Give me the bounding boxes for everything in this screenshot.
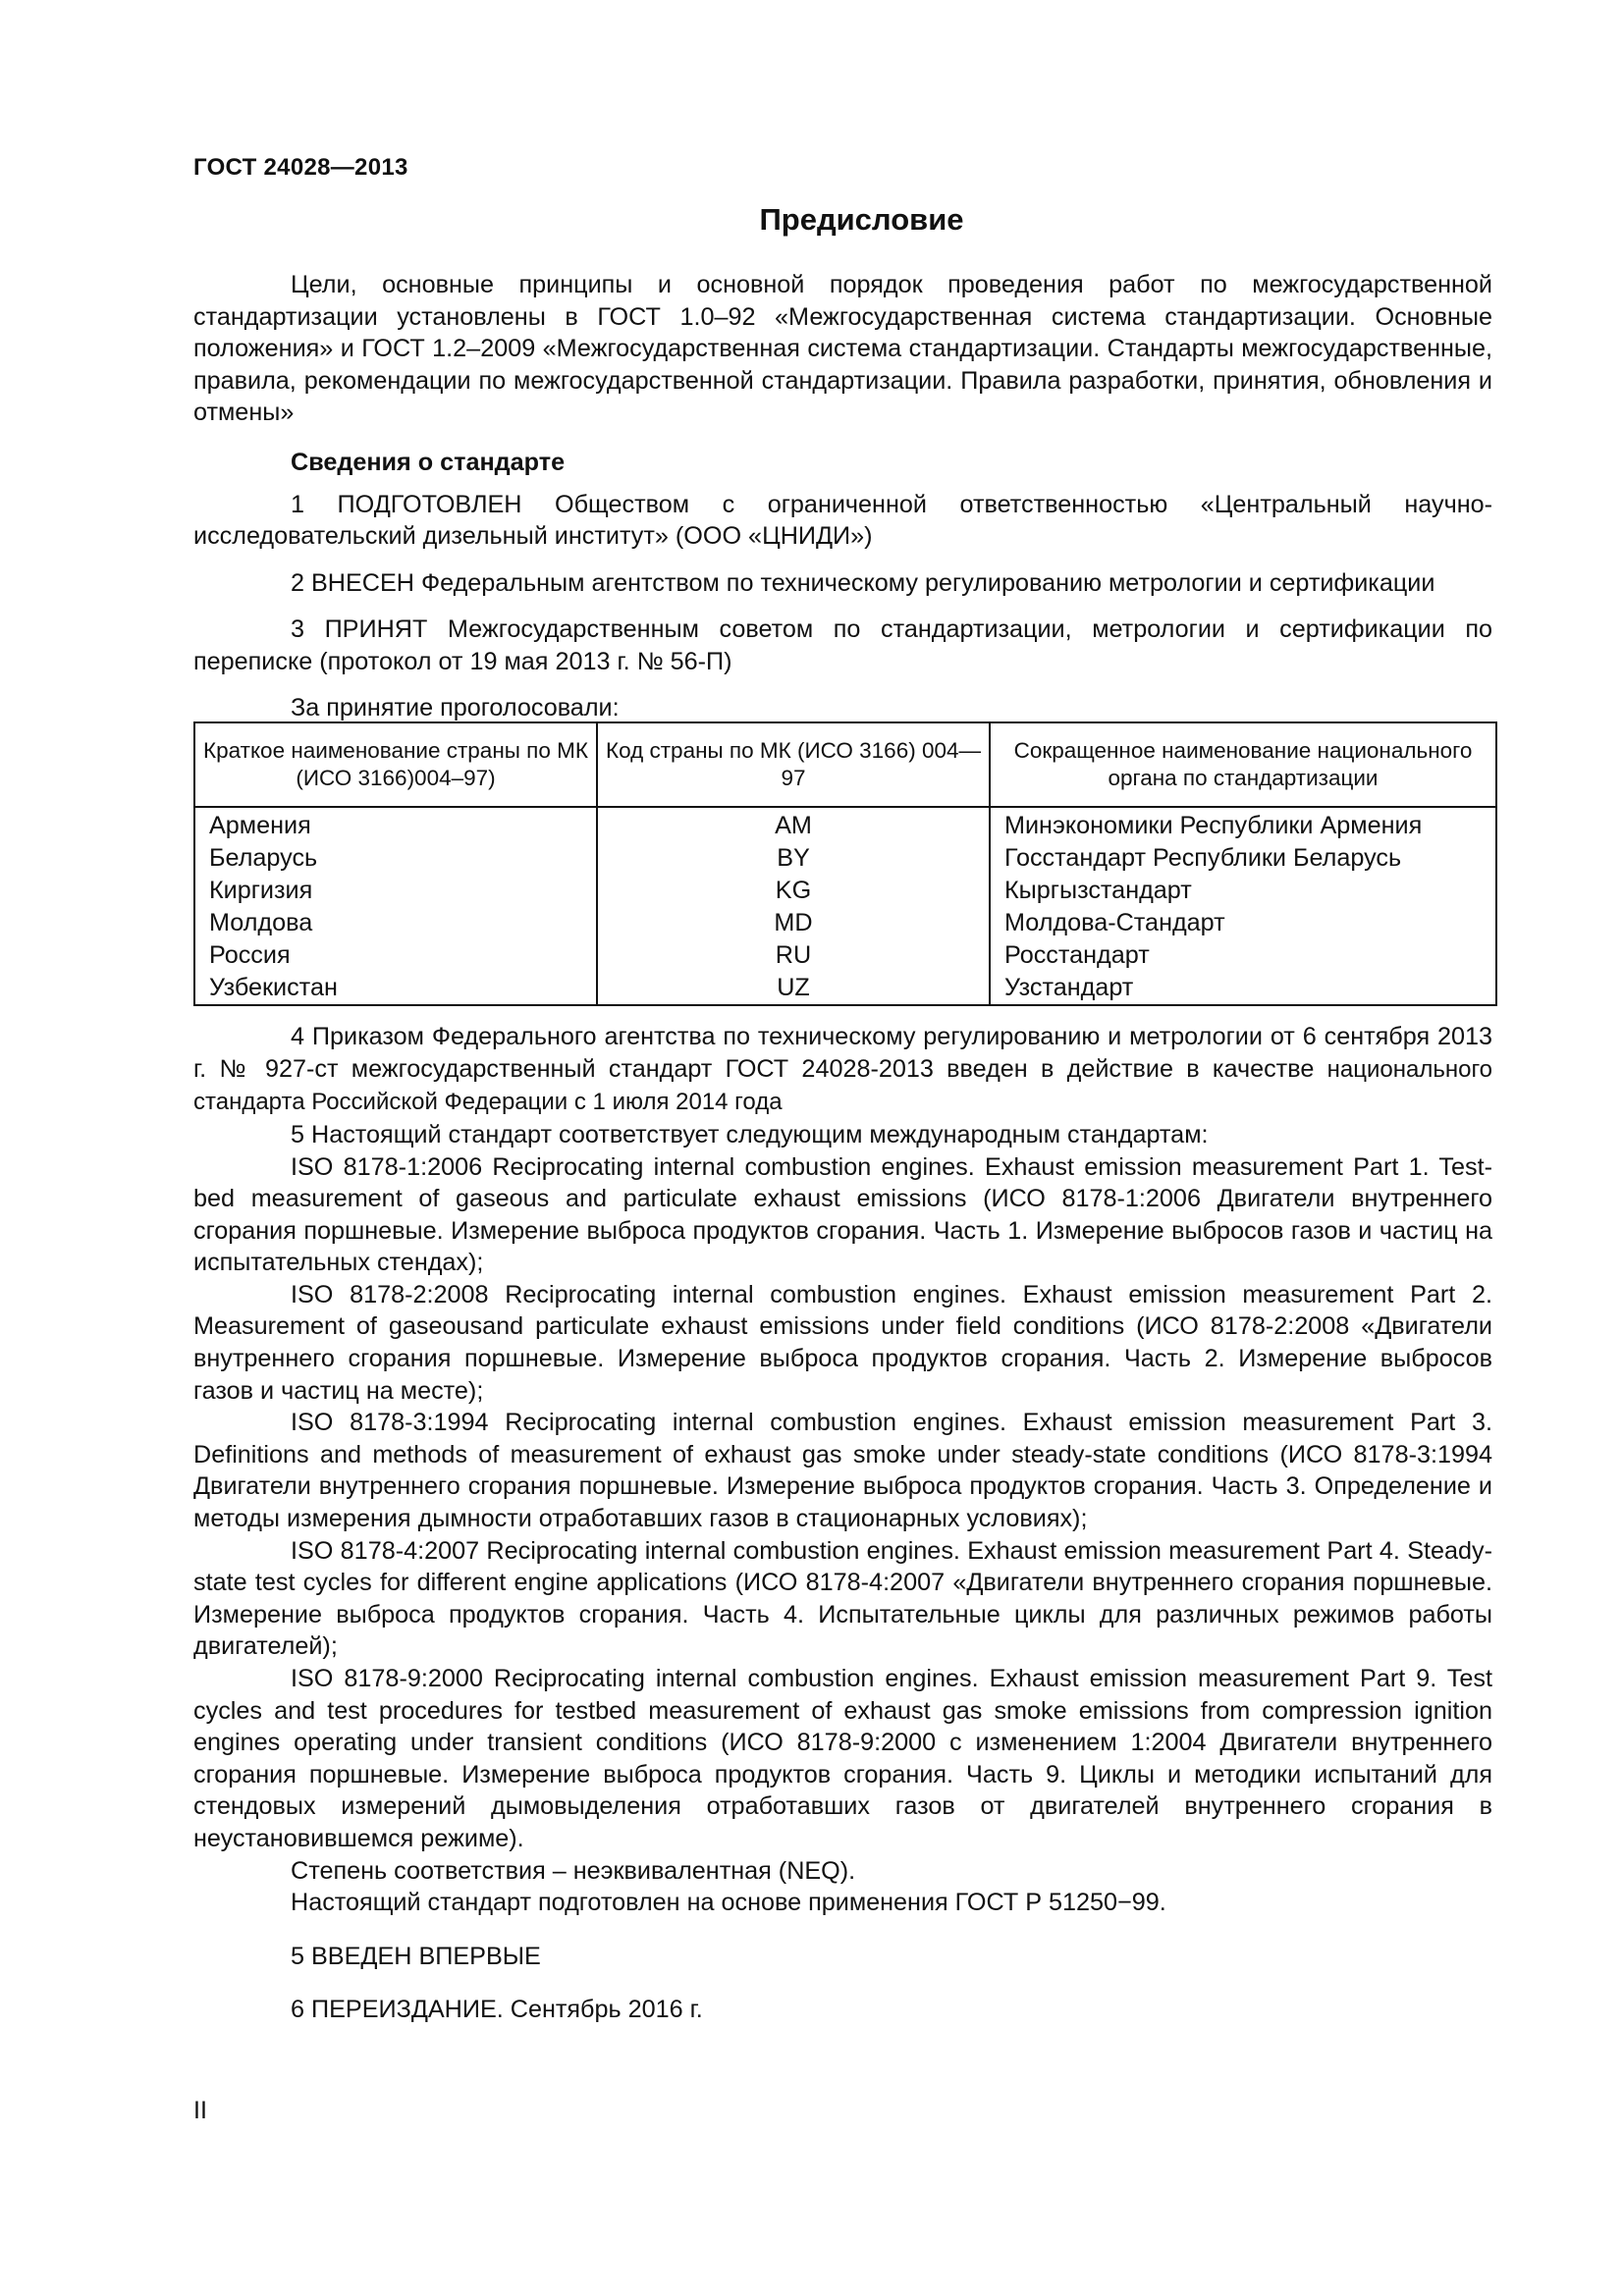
cell-code: BY (597, 842, 990, 875)
cell-country: Узбекистан (194, 972, 597, 1005)
cell-country: Россия (194, 939, 597, 972)
cell-body: Молдова-Стандарт (990, 907, 1496, 939)
table-row (194, 907, 1496, 939)
item-reissue: 6 ПЕРЕИЗДАНИЕ. Сентябрь 2016 г. (291, 1996, 703, 2024)
table-row (194, 875, 1496, 907)
cell-code: AM (597, 807, 990, 842)
cell-country: Молдова (194, 907, 597, 939)
table-row (194, 972, 1496, 1005)
document-body (193, 269, 1492, 2026)
table-row (194, 842, 1496, 875)
order-text: 4 Приказом Федерального агентства по техническому регулированию и метрологии от 6 сентября 2013 г. № 927-ст межгосударственный стандарт ГОСТ 24028-2013 введен в действие в качестве (193, 1023, 1492, 1083)
cell-body: Госстандарт Республики Беларусь (990, 842, 1496, 875)
cell-code: KG (597, 875, 990, 907)
item-adopted: 3 ПРИНЯТ Межгосударственным советом по стандартизации, метрологии и сертификации по переписке (протокол от 19 мая 2013 г. № 56-П) (193, 615, 1492, 675)
standard-iso-8178-4: ISO 8178-4:2007 Reciprocating internal combustion engines. Exhaust emission measurement Part 4. Steady-state test cycles for different engine applications (ИСО 8178-4:2007 «Двигатели внутреннего сгорания поршневые. Измерение выброса продуктов сгорания. Часть 4. Испытательные циклы для различных режимов работы двигателей); (193, 1536, 1492, 1661)
cell-country: Киргизия (194, 875, 597, 907)
item-introduced: 2 ВНЕСЕН Федеральным агентством по техническому регулированию метрологии и сертификации (291, 568, 1435, 597)
cell-code: MD (597, 907, 990, 939)
header-code: Код страны по МК (ИСО 3166) 004—97 (597, 722, 990, 807)
cell-country: Армения (194, 807, 597, 842)
page-number: II (193, 2097, 207, 2124)
vote-caption: За принятие проголосовали: (291, 693, 620, 721)
standard-iso-8178-1: ISO 8178-1:2006 Reciprocating internal combustion engines. Exhaust emission measurement Part 1. Test-bed measurement of gaseous and particulate exhaust emissions (ИСО 8178-1:2006 Двигатели внутреннего сгорания поршневые. Измерение выброса продуктов сгорания. Часть 1. Измерение выбросов газов и частиц на испытательных стендах); (193, 1152, 1492, 1277)
standard-iso-8178-3: ISO 8178-3:1994 Reciprocating internal combustion engines. Exhaust emission measurement Part 3. Definitions and methods of measurement of exhaust gas smoke under steady-state conditions (ИСО 8178-3:1994 Двигатели внутреннего сгорания поршневые. Измерение выброса продуктов сгорания. Часть 3. Определение и методы измерения дымности отработавших газов в стационарных условиях); (193, 1409, 1492, 1533)
compliance-lead: 5 Настоящий стандарт соответствует следующим международным стандартам: (291, 1120, 1209, 1148)
standard-iso-8178-9: ISO 8178-9:2000 Reciprocating internal combustion engines. Exhaust emission measurement Part 9. Test cycles and test procedures for testbed measurement of exhaust gas smoke emissions from compression ignition engines operating under transient conditions (ИСО 8178-9:2000 с изменением 1:2004 Двигатели внутреннего сгорания поршневые. Измерение выброса продуктов сгорания. Часть 9. Циклы и методики испытаний для стендовых измерений дымовыделения отработавших газов от двигателей внутреннего сгорания в неустановившемся режиме). (193, 1665, 1492, 1852)
cell-code: RU (597, 939, 990, 972)
cell-body: Узстандарт (990, 972, 1496, 1005)
order-text-cont: национального стандарта Российской Федерации с 1 июля 2014 года (193, 1055, 1493, 1116)
cell-code: UZ (597, 972, 990, 1005)
item-prepared: 1 ПОДГОТОВЛЕН Обществом с ограниченной ответственностью «Центральный научно-исследовательский дизельный институт» (ООО «ЦНИДИ») (193, 490, 1492, 551)
cell-body: Кыргызстандарт (990, 875, 1496, 907)
standard-iso-8178-2: ISO 8178-2:2008 Reciprocating internal combustion engines. Exhaust emission measurement Part 2. Measurement of gaseousand particulate exhaust emissions under field conditions (ИСО 8178-2:2008 «Двигатели внутреннего сгорания поршневые. Измерение выброса продуктов сгорания. Часть 2. Измерение выбросов газов и частиц на месте); (193, 1280, 1492, 1405)
cell-body: Минэкономики Республики Армения (990, 807, 1496, 842)
member-states-table (193, 721, 1497, 1006)
table-row (194, 807, 1496, 842)
document-code-header: ГОСТ 24028—2013 (193, 154, 408, 181)
page-title (0, 202, 1623, 238)
item-first-intro: 5 ВВЕДЕН ВПЕРВЫЕ (291, 1942, 541, 1970)
cell-country: Беларусь (194, 842, 597, 875)
header-body: Сокращенное наименование национального органа по стандартизации (990, 722, 1496, 807)
page-title-text: Предисловие (759, 202, 964, 237)
table-row (194, 939, 1496, 972)
item-order (193, 1021, 1492, 1119)
compliance-degree: Степень соответствия – неэквивалентная (NEQ). (291, 1856, 856, 1885)
section-heading: Сведения о стандарте (291, 448, 566, 476)
compliance-basis: Настоящий стандарт подготовлен на основе применения ГОСТ Р 51250−99. (291, 1889, 1166, 1917)
intro-paragraph: Цели, основные принципы и основной порядок проведения работ по межгосударственной стандартизации установлены в ГОСТ 1.0–92 «Межгосударственная система стандартизации. Основные положения» и ГОСТ 1.2–2009 «Межгосударственная система стандартизации. Стандарты межгосударственные, правила, рекомендации по межгосударственной стандартизации. Правила разработки, принятия, обновления и отмены» (193, 271, 1492, 427)
header-country: Краткое наименование страны по МК (ИСО 3166)004–97) (194, 722, 597, 807)
cell-body: Росстандарт (990, 939, 1496, 972)
table-header-row (194, 722, 1496, 807)
